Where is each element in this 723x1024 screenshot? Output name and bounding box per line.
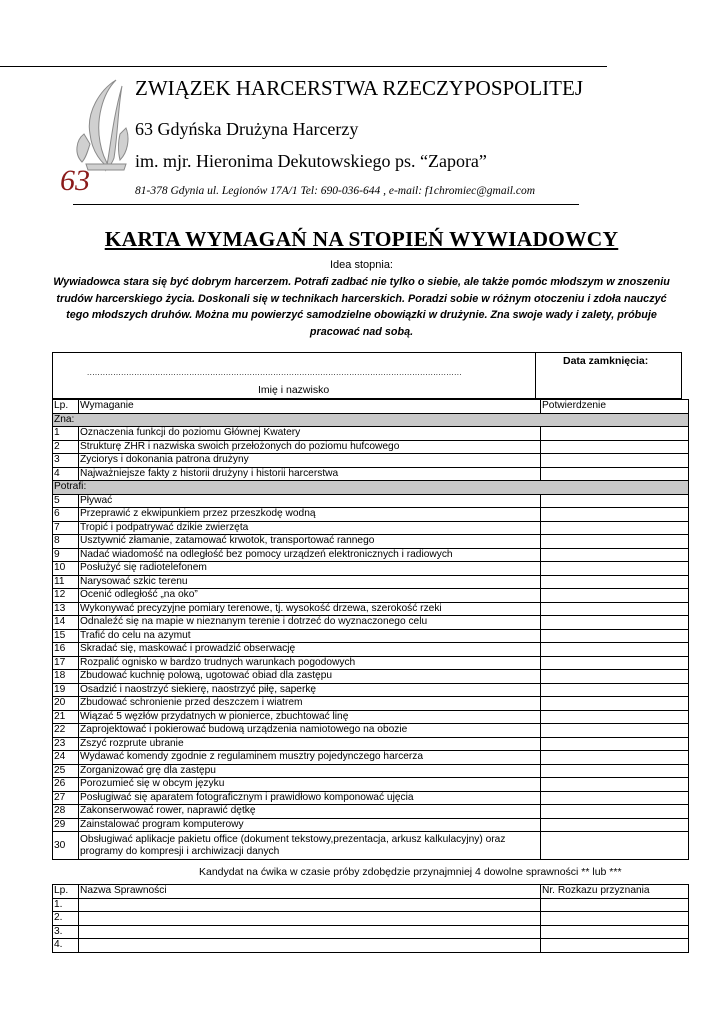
confirmation-cell[interactable] bbox=[541, 710, 689, 724]
badges-header-nr: Lp. bbox=[53, 885, 79, 899]
row-number: 27 bbox=[53, 791, 79, 805]
requirement-text: Posłużyć się radiotelefonem bbox=[79, 562, 541, 576]
table-row bbox=[53, 616, 689, 630]
row-number: 12 bbox=[53, 589, 79, 603]
confirmation-cell[interactable] bbox=[541, 521, 689, 535]
table-row bbox=[53, 643, 689, 657]
requirement-text: Najważniejsze fakty z historii drużyny i historii harcerstwa bbox=[79, 467, 541, 481]
team-patron: im. mjr. Hieronima Dekutowskiego ps. “Zapora” bbox=[135, 151, 487, 171]
table-row bbox=[53, 575, 689, 589]
confirmation-cell[interactable] bbox=[541, 616, 689, 630]
zhr-lily-logo bbox=[56, 72, 132, 197]
table-row bbox=[53, 467, 689, 481]
table-row bbox=[53, 629, 689, 643]
header-confirmation: Potwierdzenie bbox=[541, 400, 689, 414]
requirement-text: Tropić i podpatrywać dzikie zwierzęta bbox=[79, 521, 541, 535]
table-row bbox=[53, 737, 689, 751]
requirement-text: Skradać się, maskować i prowadzić obserwację bbox=[79, 643, 541, 657]
section-label: Zna: bbox=[53, 413, 689, 427]
confirmation-cell[interactable] bbox=[541, 575, 689, 589]
confirmation-cell[interactable] bbox=[541, 494, 689, 508]
row-number: 22 bbox=[53, 724, 79, 738]
requirement-text: Zaprojektować i pokierować budową urządzenia namiotowego na obozie bbox=[79, 724, 541, 738]
table-row bbox=[53, 656, 689, 670]
table-row bbox=[53, 670, 689, 684]
confirmation-cell[interactable] bbox=[541, 832, 689, 860]
requirement-text: Wiązać 5 węzłów przydatnych w pionierce, zbuchtować linę bbox=[79, 710, 541, 724]
table-row bbox=[53, 778, 689, 792]
row-number: 24 bbox=[53, 751, 79, 765]
row-number: 1 bbox=[53, 427, 79, 441]
row-number: 15 bbox=[53, 629, 79, 643]
confirmation-cell[interactable] bbox=[541, 737, 689, 751]
row-number: 13 bbox=[53, 602, 79, 616]
address-rule bbox=[73, 204, 579, 205]
row-number: 10 bbox=[53, 562, 79, 576]
requirement-text: Życiorys i dokonania patrona drużyny bbox=[79, 454, 541, 468]
confirmation-cell[interactable] bbox=[541, 805, 689, 819]
row-number: 19 bbox=[53, 683, 79, 697]
requirements-table bbox=[52, 399, 689, 860]
table-row bbox=[53, 805, 689, 819]
requirement-text: Zorganizować grę dla zastępu bbox=[79, 764, 541, 778]
requirement-text: Rozpalić ognisko w bardzo trudnych warunkach pogodowych bbox=[79, 656, 541, 670]
candidate-note: Kandydat na ćwika w czasie próby zdobędzie przynajmniej 4 dowolne sprawności ** lub *** bbox=[199, 866, 622, 878]
row-number: 11 bbox=[53, 575, 79, 589]
idea-text: Wywiadowca stara się być dobrym harcerzem. Potrafi zadbać nie tylko o siebie, ale także pomóc młodszym w znoszeniu trudów harcerskiego życia. Doskonali się w technikach harcerskich. Poradzi sobie w różnym otoczeniu i zdoła nauczyć tego młodszych druhów. Można mu powierzyć samodzielne obowiązki w drużynie. Zna swoje wady i zalety, próbuje pracować nad sobą. bbox=[53, 276, 670, 338]
confirmation-cell[interactable] bbox=[541, 440, 689, 454]
requirement-text: Wydawać komendy zgodnie z regulaminem musztry pojedynczego harcerza bbox=[79, 751, 541, 765]
badges-header-order: Nr. Rozkazu przyznania bbox=[541, 885, 689, 899]
section-row bbox=[53, 481, 689, 495]
requirement-text: Strukturę ZHR i nazwiska swoich przełożonych do poziomu hufcowego bbox=[79, 440, 541, 454]
confirmation-cell[interactable] bbox=[541, 602, 689, 616]
page-title: KARTA WYMAGAŃ NA STOPIEŃ WYWIADOWCY bbox=[104, 227, 619, 251]
top-rule bbox=[0, 66, 607, 67]
row-number: 29 bbox=[53, 818, 79, 832]
confirmation-cell[interactable] bbox=[541, 791, 689, 805]
row-number: 23 bbox=[53, 737, 79, 751]
badge-row-number: 4. bbox=[53, 939, 79, 953]
requirement-text: Obsługiwać aplikacje pakietu office (dokument tekstowy,prezentacja, arkusz kalkulacyjny) oraz programy do kompresji i archiwizacji danych bbox=[79, 832, 541, 860]
row-number: 26 bbox=[53, 778, 79, 792]
requirement-text: Usztywnić złamanie, zatamować krwotok, transportować rannego bbox=[79, 535, 541, 549]
section-row bbox=[53, 413, 689, 427]
row-number: 28 bbox=[53, 805, 79, 819]
row-number: 30 bbox=[53, 832, 79, 860]
confirmation-cell[interactable] bbox=[541, 683, 689, 697]
row-number: 7 bbox=[53, 521, 79, 535]
badge-row-number: 2. bbox=[53, 912, 79, 926]
table-row bbox=[53, 832, 689, 860]
table-row bbox=[53, 427, 689, 441]
confirmation-cell[interactable] bbox=[541, 589, 689, 603]
row-number: 21 bbox=[53, 710, 79, 724]
badges-header-name: Nazwa Sprawności bbox=[79, 885, 541, 899]
requirement-text: Przeprawić z ekwipunkiem przez przeszkodę wodną bbox=[79, 508, 541, 522]
table-row bbox=[53, 791, 689, 805]
row-number: 20 bbox=[53, 697, 79, 711]
name-box bbox=[52, 352, 682, 399]
confirmation-cell[interactable] bbox=[541, 535, 689, 549]
requirement-text: Porozumieć się w obcym języku bbox=[79, 778, 541, 792]
table-row bbox=[53, 751, 689, 765]
confirmation-cell[interactable] bbox=[541, 467, 689, 481]
requirement-text: Ocenić odległość „na oko” bbox=[79, 589, 541, 603]
requirement-text: Nadać wiadomość na odległość bez pomocy urządzeń elektronicznych i radiowych bbox=[79, 548, 541, 562]
table-row bbox=[53, 454, 689, 468]
table-row bbox=[53, 589, 689, 603]
table-row bbox=[53, 494, 689, 508]
row-number: 6 bbox=[53, 508, 79, 522]
requirement-text: Posługiwać się aparatem fotograficznym i prawidłowo komponować ujęcia bbox=[79, 791, 541, 805]
table-row bbox=[53, 764, 689, 778]
table-row bbox=[53, 548, 689, 562]
badge-row-number: 3. bbox=[53, 925, 79, 939]
badge-row bbox=[53, 912, 689, 926]
idea-label: Idea stopnia: bbox=[330, 259, 393, 271]
requirement-text: Zszyć rozprute ubranie bbox=[79, 737, 541, 751]
confirmation-cell[interactable] bbox=[541, 656, 689, 670]
table-row bbox=[53, 508, 689, 522]
confirmation-cell[interactable] bbox=[541, 724, 689, 738]
row-number: 25 bbox=[53, 764, 79, 778]
table-row bbox=[53, 683, 689, 697]
contact-address: 81-378 Gdynia ul. Legionów 17A/1 Tel: 690-036-644 , e-mail: f1chromiec@gmail.com bbox=[135, 185, 536, 197]
requirement-text: Zainstalować program komputerowy bbox=[79, 818, 541, 832]
confirmation-cell[interactable] bbox=[541, 697, 689, 711]
row-number: 4 bbox=[53, 467, 79, 481]
badge-name-cell[interactable] bbox=[79, 939, 541, 953]
team-name: 63 Gdyńska Drużyna Harcerzy bbox=[135, 119, 359, 139]
requirement-text: Zbudować schronienie przed deszczem i wiatrem bbox=[79, 697, 541, 711]
table-row bbox=[53, 602, 689, 616]
confirmation-cell[interactable] bbox=[541, 670, 689, 684]
badge-order-cell[interactable] bbox=[541, 898, 689, 912]
requirement-text: Odnaleźć się na mapie w nieznanym terenie i dotrzeć do wyznaczonego celu bbox=[79, 616, 541, 630]
organization-name: ZWIĄZEK HARCERSTWA RZECZYPOSPOLITEJ bbox=[135, 76, 583, 100]
requirement-text: Osadzić i naostrzyć siekierę, naostrzyć piłę, saperkę bbox=[79, 683, 541, 697]
closing-date-label: Data zamknięcia: bbox=[563, 355, 649, 367]
confirmation-cell[interactable] bbox=[541, 778, 689, 792]
requirement-text: Pływać bbox=[79, 494, 541, 508]
badge-name-cell[interactable] bbox=[79, 925, 541, 939]
table-row bbox=[53, 535, 689, 549]
name-dotted-line[interactable]: ............................................................................................................................................... bbox=[87, 368, 463, 377]
fleur-de-lis-icon bbox=[77, 80, 128, 170]
confirmation-cell[interactable] bbox=[541, 454, 689, 468]
confirmation-cell[interactable] bbox=[541, 643, 689, 657]
logo-number: 63 bbox=[60, 164, 90, 197]
table-row bbox=[53, 521, 689, 535]
row-number: 5 bbox=[53, 494, 79, 508]
table-row bbox=[53, 440, 689, 454]
table-row bbox=[53, 818, 689, 832]
table-header-row bbox=[53, 400, 689, 414]
requirement-text: Trafić do celu na azymut bbox=[79, 629, 541, 643]
row-number: 9 bbox=[53, 548, 79, 562]
confirmation-cell[interactable] bbox=[541, 629, 689, 643]
badge-row bbox=[53, 939, 689, 953]
badge-row bbox=[53, 925, 689, 939]
table-row bbox=[53, 710, 689, 724]
confirmation-cell[interactable] bbox=[541, 508, 689, 522]
badge-row-number: 1. bbox=[53, 898, 79, 912]
requirement-text: Wykonywać precyzyjne pomiary terenowe, tj. wysokość drzewa, szerokość rzeki bbox=[79, 602, 541, 616]
section-label: Potrafi: bbox=[53, 481, 689, 495]
row-number: 8 bbox=[53, 535, 79, 549]
confirmation-cell[interactable] bbox=[541, 548, 689, 562]
header-nr: Lp. bbox=[53, 400, 79, 414]
requirement-text: Oznaczenia funkcji do poziomu Głównej Kwatery bbox=[79, 427, 541, 441]
table-row bbox=[53, 724, 689, 738]
badges-table bbox=[52, 884, 689, 953]
badge-order-cell[interactable] bbox=[541, 939, 689, 953]
row-number: 17 bbox=[53, 656, 79, 670]
row-number: 3 bbox=[53, 454, 79, 468]
confirmation-cell[interactable] bbox=[541, 427, 689, 441]
requirement-text: Narysować szkic terenu bbox=[79, 575, 541, 589]
badge-row bbox=[53, 898, 689, 912]
badge-order-cell[interactable] bbox=[541, 912, 689, 926]
confirmation-cell[interactable] bbox=[541, 562, 689, 576]
confirmation-cell[interactable] bbox=[541, 751, 689, 765]
table-row bbox=[53, 562, 689, 576]
badges-header-row bbox=[53, 885, 689, 899]
requirement-text: Zbudować kuchnię polową, ugotować obiad dla zastępu bbox=[79, 670, 541, 684]
row-number: 18 bbox=[53, 670, 79, 684]
badge-name-cell[interactable] bbox=[79, 912, 541, 926]
name-box-divider bbox=[535, 353, 536, 398]
badge-name-cell[interactable] bbox=[79, 898, 541, 912]
row-number: 2 bbox=[53, 440, 79, 454]
name-label: Imię i nazwisko bbox=[258, 384, 330, 396]
header-requirement: Wymaganie bbox=[79, 400, 541, 414]
row-number: 14 bbox=[53, 616, 79, 630]
requirement-text: Zakonserwować rower, naprawić dętkę bbox=[79, 805, 541, 819]
confirmation-cell[interactable] bbox=[541, 818, 689, 832]
row-number: 16 bbox=[53, 643, 79, 657]
badge-order-cell[interactable] bbox=[541, 925, 689, 939]
confirmation-cell[interactable] bbox=[541, 764, 689, 778]
table-row bbox=[53, 697, 689, 711]
